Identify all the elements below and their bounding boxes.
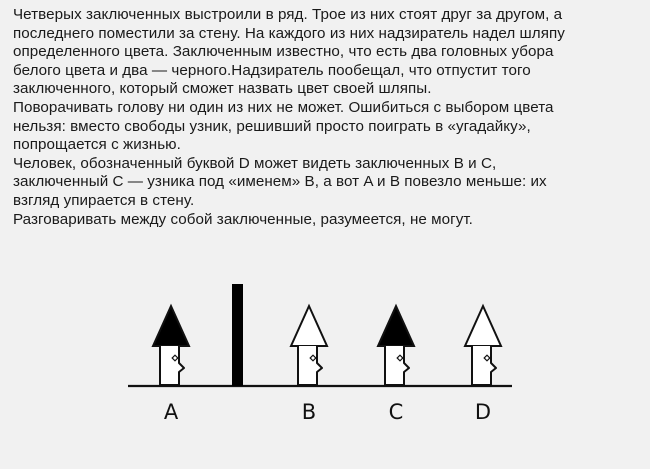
prisoner-b-body [298, 346, 322, 385]
text-line: Разговаривать между собой заключенные, разумеется, не могут. [13, 210, 473, 228]
prisoner-d-body [472, 346, 496, 385]
prisoner-label-a: A [163, 400, 179, 424]
prisoner-a [153, 306, 189, 385]
text-line: заключенный С — узника под «именем» B, а вот A и B повезло меньше: их [13, 173, 547, 191]
prisoner-label-b: B [301, 400, 317, 424]
prisoner-d-hat [465, 306, 501, 346]
prisoners-figure [0, 270, 650, 469]
prisoner-a-hat [153, 306, 189, 346]
prisoner-c-hat [378, 306, 414, 346]
text-line: определенного цвета. Заключенным известно, что есть два головных убора [13, 43, 554, 61]
prisoner-label-c: C [388, 400, 404, 424]
text-line: белого цвета и два — черного.Надзиратель пообещал, что отпустит того [13, 61, 531, 79]
puzzle-text [13, 6, 643, 229]
prisoner-b [291, 306, 327, 385]
prisoner-c [378, 306, 414, 385]
text-line: нельзя: вместо свободы узник, решивший просто поиграть в «угадайку», [13, 117, 531, 135]
prisoner-b-hat [291, 306, 327, 346]
text-line: последнего поместили за стену. На каждого из них надзиратель надел шляпу [13, 24, 565, 42]
prisoner-c-body [385, 346, 409, 385]
text-line: Четверых заключенных выстроили в ряд. Трое из них стоят друг за другом, а [13, 6, 563, 23]
text-line: заключенного, который сможет назвать цвет своей шляпы. [13, 80, 432, 98]
text-line: попрощается с жизнью. [13, 136, 181, 154]
text-line: Поворачивать голову ни один из них не может. Ошибиться с выбором цвета [13, 98, 554, 116]
wall [232, 284, 243, 386]
prisoner-label-d: D [474, 400, 492, 424]
prisoner-d [465, 306, 501, 385]
text-line: взгляд упирается в стену. [13, 191, 195, 209]
text-line: Человек, обозначенный буквой D может видеть заключенных B и C, [13, 154, 497, 172]
prisoner-a-body [160, 346, 184, 385]
